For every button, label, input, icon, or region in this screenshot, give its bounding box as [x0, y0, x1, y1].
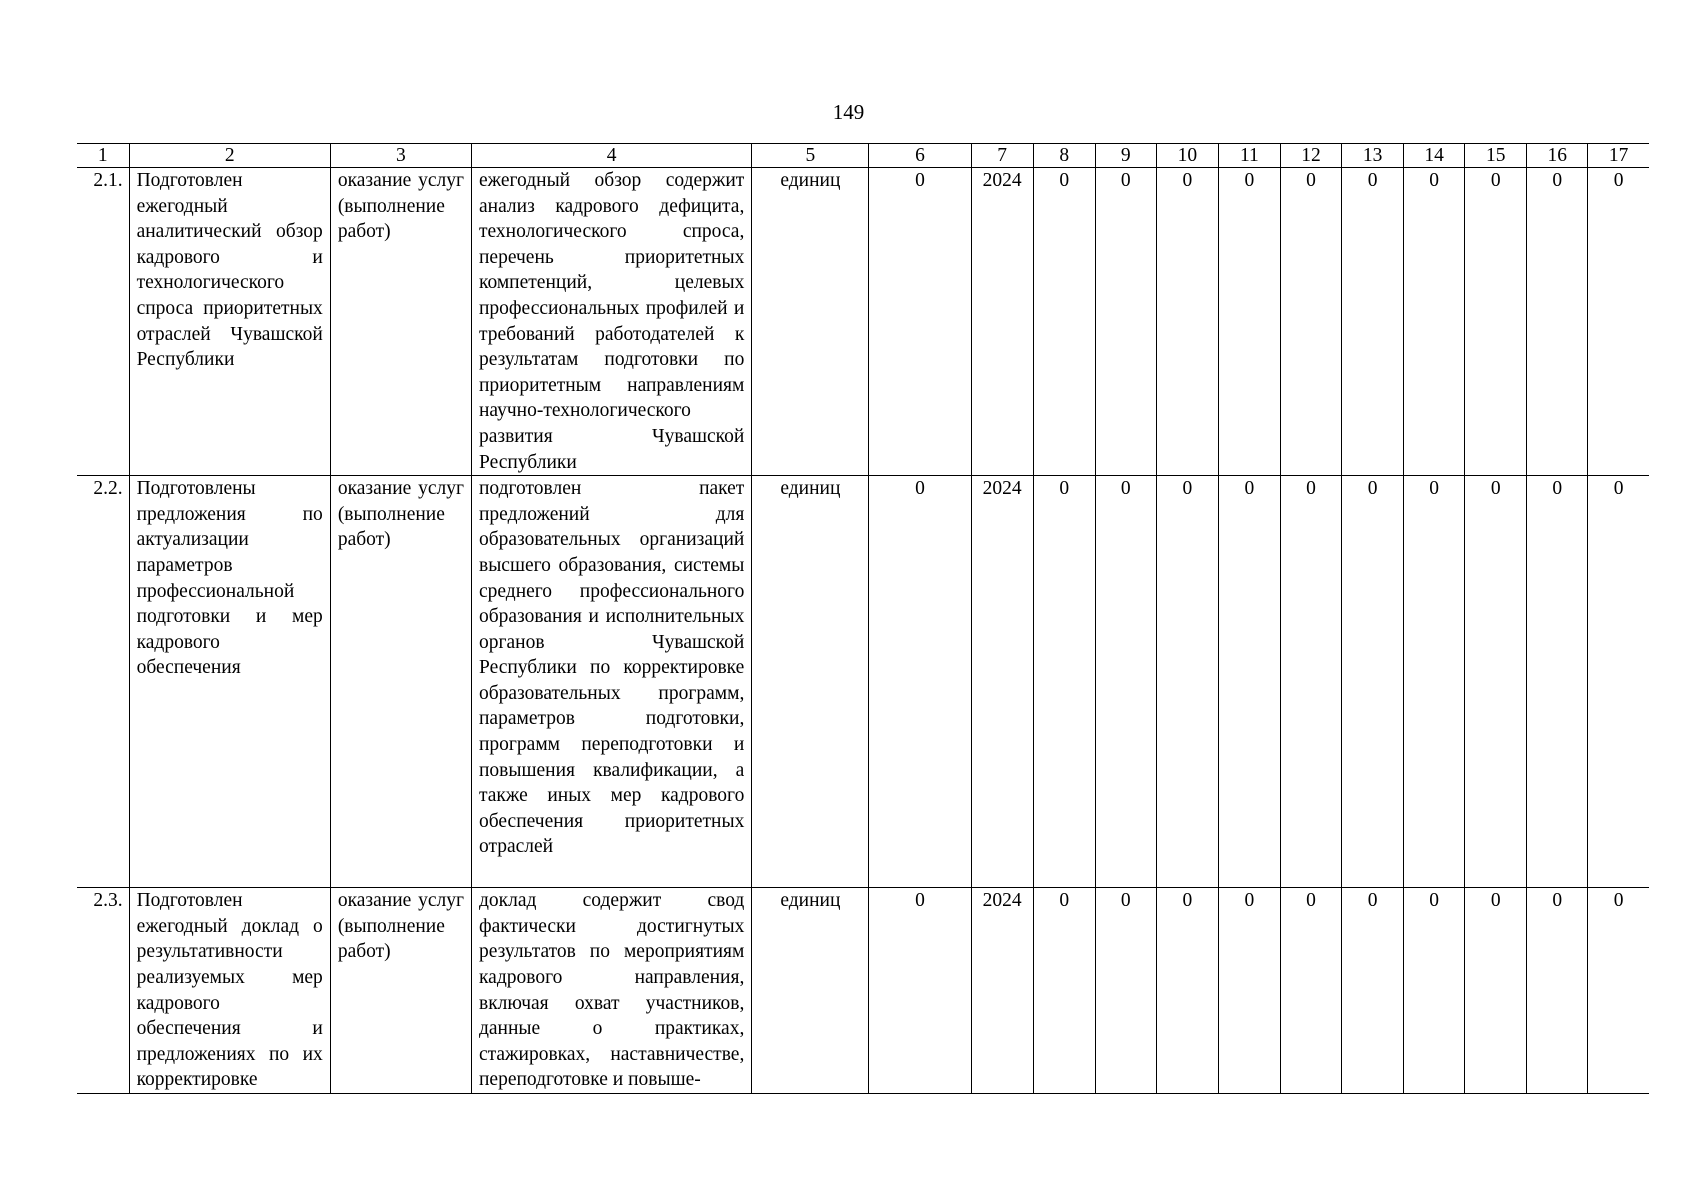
base-year: 2024 — [971, 888, 1033, 1094]
year-value: 0 — [1156, 888, 1218, 1094]
year-value: 0 — [1465, 476, 1527, 888]
column-number: 7 — [971, 144, 1033, 168]
year-value: 0 — [1280, 168, 1341, 476]
result-name: Подготовлен ежегодный аналитический обзор кадрового и технологического спроса приоритетных отраслей Чувашской Республики — [129, 168, 330, 476]
year-value: 0 — [1527, 168, 1588, 476]
column-number: 11 — [1218, 144, 1280, 168]
year-value: 0 — [1095, 476, 1156, 888]
base-year: 2024 — [971, 476, 1033, 888]
result-description: подготовлен пакет предложений для образовательных организаций высшего образования, системы среднего профессионального образования и исполнительных органов Чувашской Республики по корректировке образовательных программ, параметров подготовки, программ переподготовки и повышения квалификации, а также иных мер кадрового обеспечения приоритетных отраслей — [471, 476, 751, 888]
year-value: 0 — [1527, 888, 1588, 1094]
column-number: 8 — [1033, 144, 1095, 168]
result-type: оказание услуг (выполнение работ) — [330, 888, 471, 1094]
year-value: 0 — [1095, 168, 1156, 476]
base-value: 0 — [869, 168, 971, 476]
year-value: 0 — [1588, 476, 1649, 888]
column-number: 12 — [1280, 144, 1341, 168]
result-description: ежегодный обзор содержит анализ кадрового дефицита, технологического спроса, перечень приоритетных компетенций, целевых профессиональных профилей и требований работодателей к результатам подготовки по приоритетным направлениям научно-технологического развития Чувашской Республики — [471, 168, 751, 476]
column-number: 13 — [1342, 144, 1404, 168]
year-value: 0 — [1156, 476, 1218, 888]
page-number: 149 — [832, 100, 865, 124]
column-number: 2 — [129, 144, 330, 168]
result-name: Подготовлены предложения по актуализации параметров профессиональной подготовки и мер кадрового обеспечения — [129, 476, 330, 888]
column-number: 17 — [1588, 144, 1649, 168]
unit-of-measure: единиц — [752, 888, 869, 1094]
table-row — [77, 168, 1649, 476]
result-type: оказание услуг (выполнение работ) — [330, 476, 471, 888]
year-value: 0 — [1280, 888, 1341, 1094]
unit-of-measure: единиц — [752, 476, 869, 888]
year-value: 0 — [1156, 168, 1218, 476]
column-number: 15 — [1465, 144, 1527, 168]
row-number: 2.2. — [77, 476, 129, 888]
year-value: 0 — [1095, 888, 1156, 1094]
column-number: 5 — [752, 144, 869, 168]
column-number: 6 — [869, 144, 971, 168]
column-number-row — [77, 144, 1649, 168]
column-number: 10 — [1156, 144, 1218, 168]
year-value: 0 — [1218, 888, 1280, 1094]
year-value: 0 — [1033, 168, 1095, 476]
base-value: 0 — [869, 476, 971, 888]
table-row — [77, 476, 1649, 888]
year-value: 0 — [1404, 168, 1465, 476]
row-number: 2.3. — [77, 888, 129, 1094]
year-value: 0 — [1588, 168, 1649, 476]
year-value: 0 — [1404, 888, 1465, 1094]
column-number: 9 — [1095, 144, 1156, 168]
year-value: 0 — [1342, 476, 1404, 888]
row-number: 2.1. — [77, 168, 129, 476]
year-value: 0 — [1342, 168, 1404, 476]
year-value: 0 — [1033, 476, 1095, 888]
indicators-table — [77, 143, 1649, 1094]
result-description: доклад содержит свод фактически достигнутых результатов по мероприятиям кадрового направления, включая охват участников, данные о практиках, стажировках, наставничестве, переподготовке и повыше- — [471, 888, 751, 1094]
year-value: 0 — [1465, 888, 1527, 1094]
column-number: 1 — [77, 144, 129, 168]
year-value: 0 — [1527, 476, 1588, 888]
base-value: 0 — [869, 888, 971, 1094]
result-name: Подготовлен ежегодный доклад о результативности реализуемых мер кадрового обеспечения и предложениях по их корректировке — [129, 888, 330, 1094]
base-year: 2024 — [971, 168, 1033, 476]
column-number: 3 — [330, 144, 471, 168]
table-row — [77, 888, 1649, 1094]
column-number: 4 — [471, 144, 751, 168]
result-type: оказание услуг (выполнение работ) — [330, 168, 471, 476]
year-value: 0 — [1465, 168, 1527, 476]
year-value: 0 — [1280, 476, 1341, 888]
column-number: 16 — [1527, 144, 1588, 168]
column-number: 14 — [1404, 144, 1465, 168]
year-value: 0 — [1218, 476, 1280, 888]
year-value: 0 — [1588, 888, 1649, 1094]
year-value: 0 — [1033, 888, 1095, 1094]
unit-of-measure: единиц — [752, 168, 869, 476]
year-value: 0 — [1342, 888, 1404, 1094]
year-value: 0 — [1218, 168, 1280, 476]
year-value: 0 — [1404, 476, 1465, 888]
